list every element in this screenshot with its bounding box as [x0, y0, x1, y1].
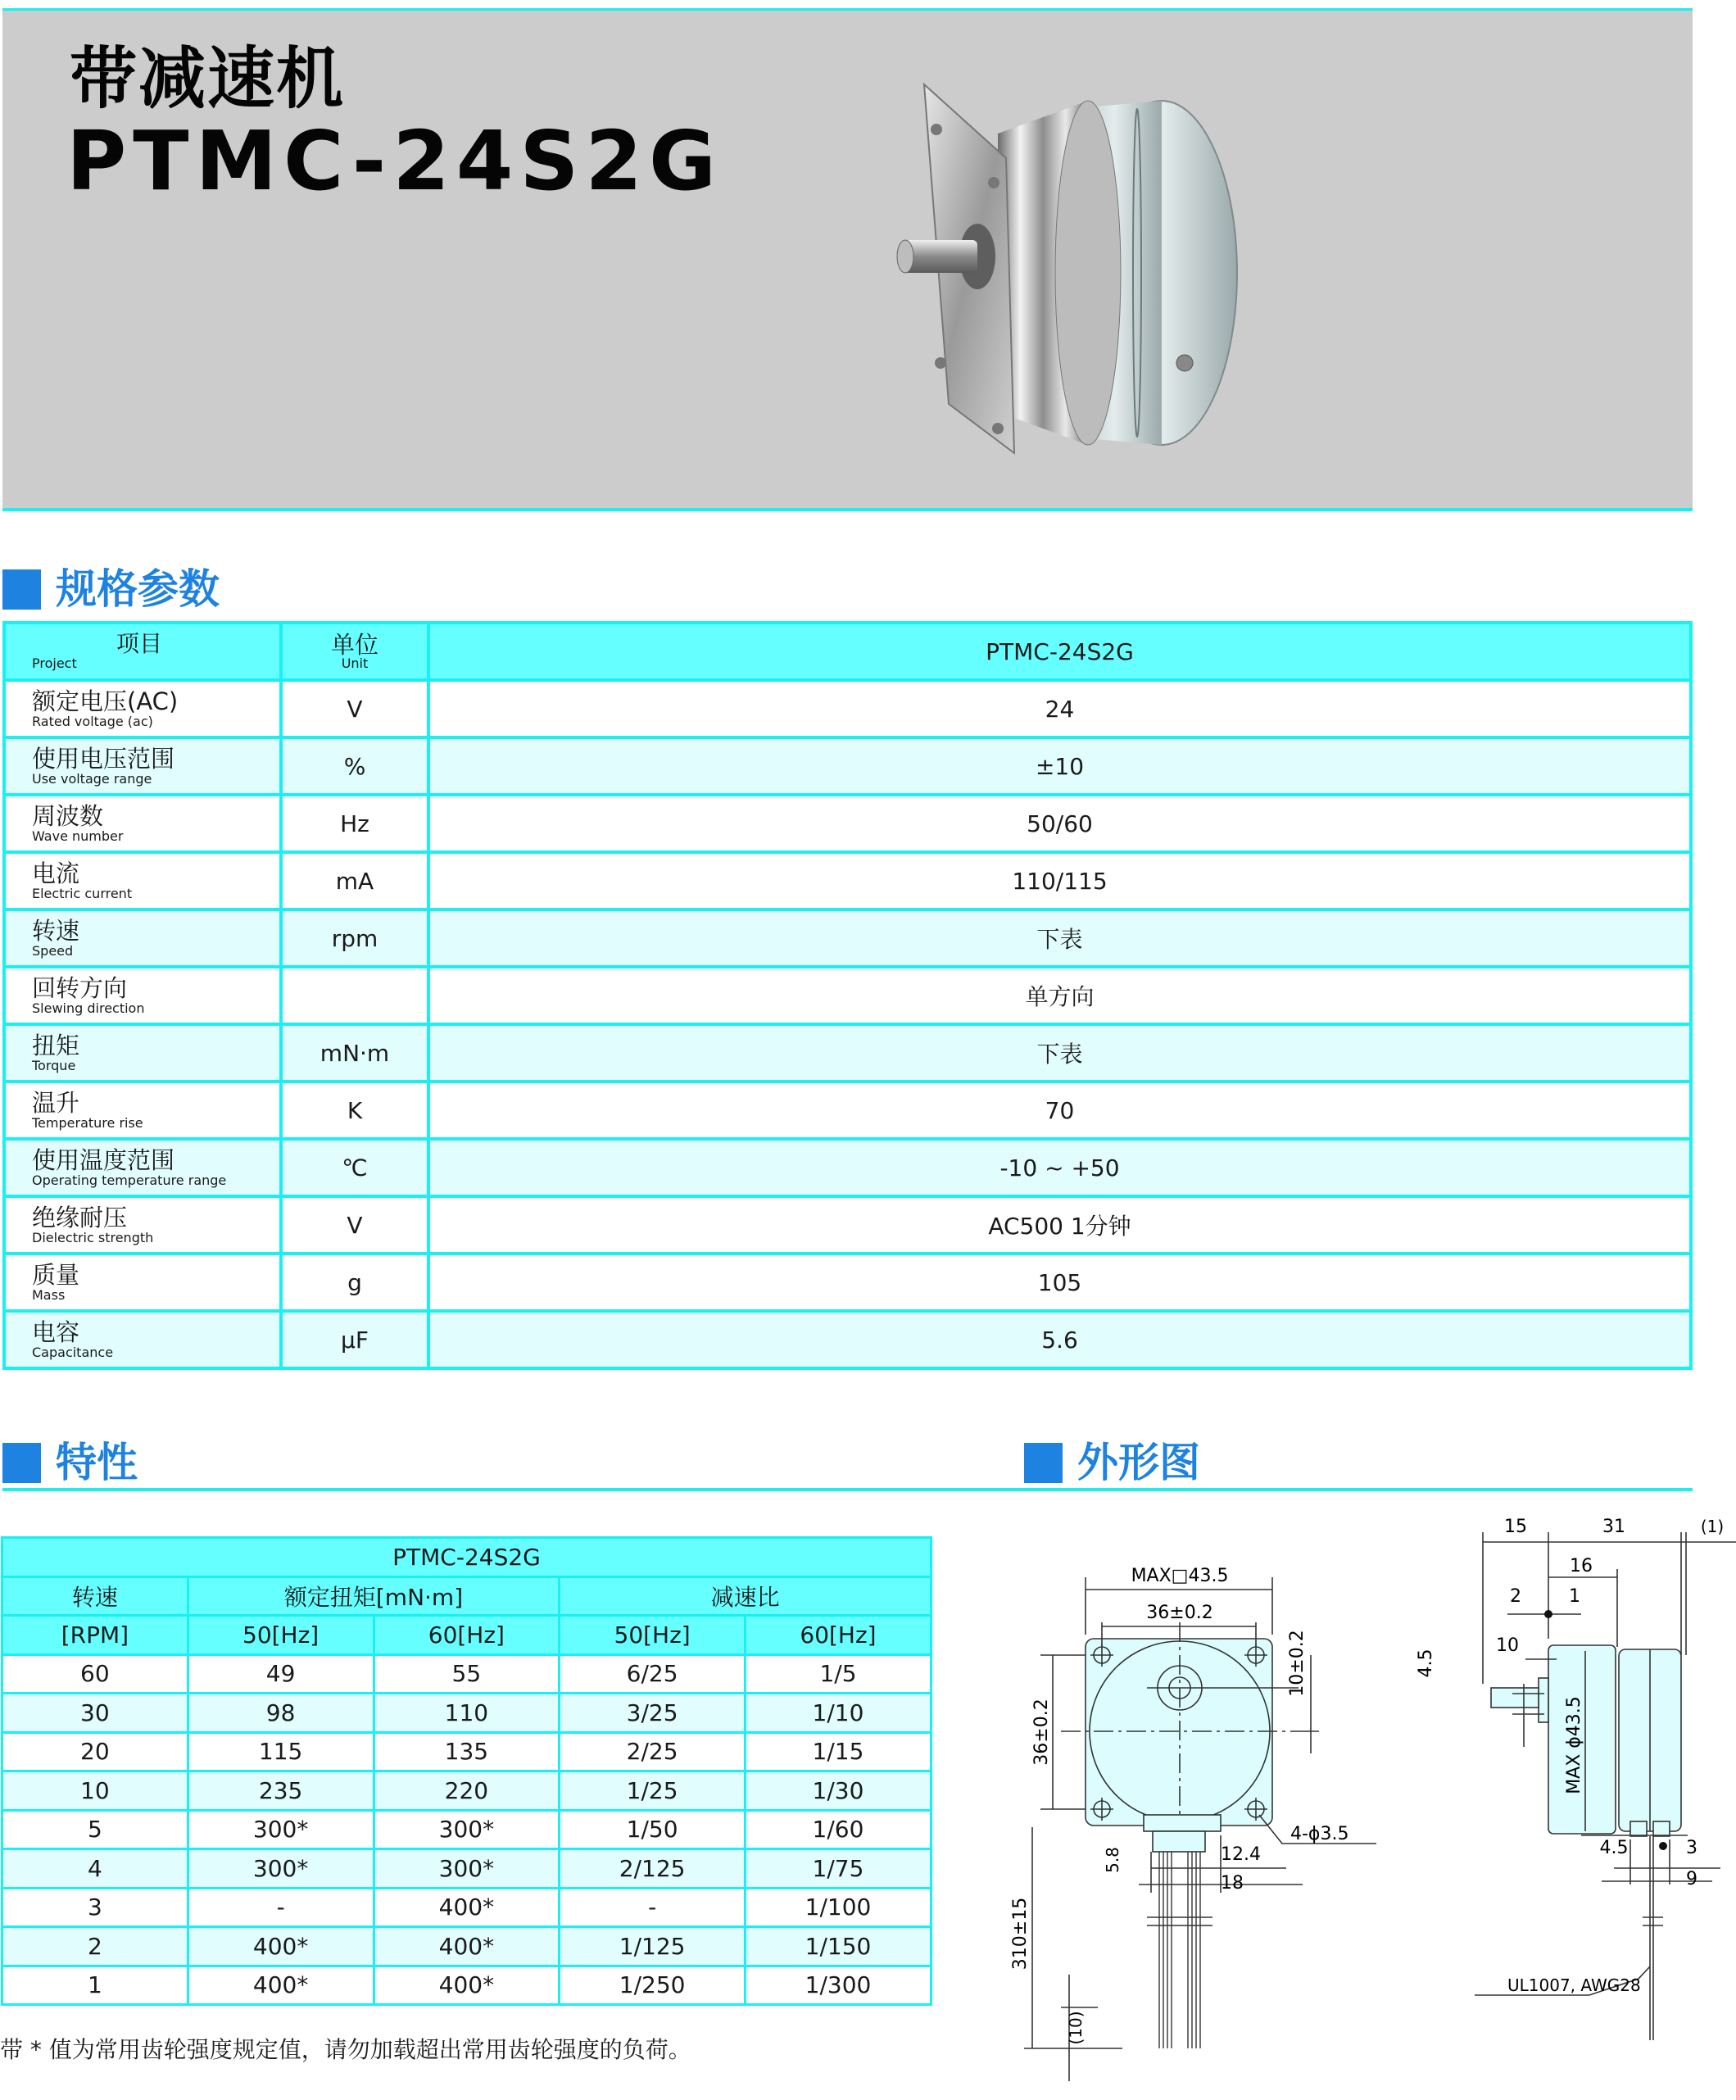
spec-label-en: Torque	[32, 1058, 76, 1073]
char-model-row	[2, 1538, 931, 1577]
spec-label-cn: 回转方向	[32, 974, 128, 1002]
spec-value: AC500 1分钟	[428, 1196, 1691, 1254]
header-unit-en: Unit	[341, 655, 369, 671]
spec-label-en: Rated voltage (ac)	[32, 714, 153, 729]
spec-value: 下表	[428, 1024, 1691, 1082]
header-item-cn: 项目	[116, 630, 162, 657]
subheader-rpm: [RPM]	[2, 1616, 188, 1655]
cell-ratio-60: 1/100	[746, 1888, 931, 1927]
cell-rpm: 30	[2, 1694, 188, 1733]
spec-row	[4, 1254, 1691, 1311]
dim-hole-pitch-h: 36±0.2	[1146, 1603, 1213, 1623]
spec-row	[4, 680, 1691, 737]
spec-unit: rpm	[281, 909, 428, 967]
spec-label-cn: 电容	[32, 1318, 80, 1346]
cell-torque-50: 300*	[188, 1849, 374, 1889]
dim-lead-length: 310±15	[1010, 1897, 1031, 1971]
header-unit-cell	[281, 623, 428, 680]
dim-shaft-offset: 10±0.2	[1287, 1630, 1308, 1697]
char-section-title: 特性	[56, 1439, 138, 1486]
cell-ratio-60: 1/15	[746, 1732, 931, 1771]
cell-ratio-60: 1/5	[746, 1654, 931, 1694]
cell-torque-50: 400*	[188, 1966, 374, 2005]
char-row	[2, 1888, 931, 1927]
spec-row	[4, 1082, 1691, 1139]
spec-value: -10 ~ +50	[428, 1139, 1691, 1196]
dim-term-offset: 4.5	[1599, 1838, 1629, 1858]
cell-torque-60: 220	[374, 1771, 560, 1811]
spec-table-header	[4, 623, 1691, 680]
cell-torque-50: 49	[188, 1654, 374, 1694]
outline-section-header	[1024, 1439, 1200, 1486]
product-category-title: 带减速机	[70, 40, 346, 118]
cell-torque-60: 400*	[374, 1966, 560, 2005]
spec-label-cn: 质量	[32, 1261, 80, 1289]
cell-ratio-60: 1/60	[746, 1810, 931, 1849]
char-row	[2, 1927, 931, 1966]
char-row	[2, 1732, 931, 1771]
dim-term-width: 9	[1686, 1869, 1697, 1889]
dim-terminal-outer: 18	[1221, 1873, 1244, 1894]
dim-hole-pitch-v: 36±0.2	[1031, 1699, 1052, 1766]
spec-label-en: Mass	[32, 1287, 66, 1303]
dim-flange-1: 1	[1569, 1586, 1580, 1607]
cell-rpm: 10	[2, 1771, 188, 1811]
spec-unit: mA	[281, 852, 428, 909]
dim-terminal-inner: 12.4	[1221, 1844, 1261, 1865]
spec-row	[4, 1196, 1691, 1254]
outline-section-title: 外形图	[1077, 1439, 1200, 1486]
spec-value: ±10	[428, 737, 1691, 795]
spec-table	[2, 621, 1693, 1370]
spec-unit: g	[281, 1254, 428, 1311]
spec-value: 70	[428, 1082, 1691, 1139]
cell-ratio-60: 1/75	[746, 1849, 931, 1889]
cell-torque-60: 400*	[374, 1888, 560, 1927]
dim-body-dia: MAX ϕ43.5	[1564, 1696, 1584, 1794]
spec-label-cn: 绝缘耐压	[32, 1204, 128, 1231]
subheader-ratio-50hz: 50[Hz]	[560, 1616, 746, 1655]
cell-ratio-50: 1/125	[560, 1927, 746, 1966]
spec-value: 5.6	[428, 1311, 1691, 1368]
spec-label-cn: 扭矩	[32, 1032, 80, 1059]
spec-label-en: Dielectric strength	[32, 1230, 154, 1245]
char-section-header	[2, 1439, 138, 1486]
cell-torque-50: 400*	[188, 1927, 374, 1966]
spec-section-header	[2, 565, 220, 613]
section-marker-icon	[2, 569, 41, 610]
outline-drawing	[983, 1499, 1736, 2100]
spec-unit: K	[281, 1082, 428, 1139]
side-view-drawing	[1475, 1532, 1736, 2040]
dim-cover: (1)	[1700, 1517, 1725, 1536]
cell-ratio-60: 1/300	[746, 1966, 931, 2005]
spec-label-cn: 转速	[32, 917, 80, 945]
spec-unit: V	[281, 680, 428, 737]
spec-label-en: Capacitance	[32, 1345, 114, 1360]
cell-ratio-50: 1/50	[560, 1810, 746, 1849]
spec-value: 50/60	[428, 795, 1691, 852]
subheader-ratio-60hz: 60[Hz]	[746, 1616, 931, 1655]
cell-rpm: 3	[2, 1888, 188, 1927]
cell-torque-50: 98	[188, 1694, 374, 1733]
spec-label-en: Temperature rise	[32, 1115, 143, 1131]
cell-ratio-60: 1/30	[746, 1771, 931, 1811]
product-model-title: PTMC-24S2G	[66, 113, 723, 209]
cell-torque-60: 400*	[374, 1927, 560, 1966]
char-row	[2, 1810, 931, 1849]
spec-unit: ℃	[281, 1139, 428, 1196]
spec-label-en: Operating temperature range	[32, 1172, 227, 1188]
wire-spec-label: UL1007, AWG28	[1507, 1975, 1641, 1995]
char-group-header-row	[2, 1576, 931, 1616]
cell-rpm: 5	[2, 1810, 188, 1849]
dim-term-gap: 3	[1686, 1838, 1697, 1858]
section-marker-icon	[2, 1443, 41, 1483]
spec-label-en: Slewing direction	[32, 1000, 145, 1016]
header-speed: 转速	[2, 1576, 188, 1616]
cell-rpm: 2	[2, 1927, 188, 1966]
char-row	[2, 1694, 931, 1733]
cell-torque-50: 235	[188, 1771, 374, 1811]
spec-row	[4, 967, 1691, 1024]
cell-ratio-50: 1/25	[560, 1771, 746, 1811]
spec-label-en: Electric current	[32, 886, 133, 901]
dim-shaft-dia: 4.5	[1416, 1649, 1436, 1678]
char-row	[2, 1654, 931, 1694]
cell-ratio-50: -	[560, 1888, 746, 1927]
spec-label-cn: 温升	[32, 1089, 80, 1117]
spec-label-en: Speed	[32, 943, 74, 959]
spec-row	[4, 1311, 1691, 1368]
spec-unit: V	[281, 1196, 428, 1254]
cell-ratio-50: 2/125	[560, 1849, 746, 1889]
cell-rpm: 4	[2, 1849, 188, 1889]
spec-row	[4, 852, 1691, 909]
spec-label-cn: 额定电压(AC)	[32, 687, 179, 715]
spec-section-title: 规格参数	[56, 565, 220, 613]
spec-row	[4, 737, 1691, 795]
spec-label-cn: 使用温度范围	[32, 1146, 175, 1174]
dim-shaft-flat: 10	[1496, 1635, 1519, 1656]
header-model-cell: PTMC-24S2G	[428, 623, 1691, 680]
spec-value: 105	[428, 1254, 1691, 1311]
cell-torque-50: 300*	[188, 1810, 374, 1849]
cell-torque-60: 110	[374, 1694, 560, 1733]
char-row	[2, 1966, 931, 2005]
spec-row	[4, 1024, 1691, 1082]
dim-max-square: MAX□43.5	[1131, 1566, 1229, 1586]
spec-unit: μF	[281, 1311, 428, 1368]
spec-label-cn: 电流	[32, 860, 80, 887]
cell-ratio-50: 2/25	[560, 1732, 746, 1771]
dim-gear-section: 16	[1570, 1556, 1593, 1576]
spec-unit: mN·m	[281, 1024, 428, 1082]
motor-photo	[891, 52, 1301, 494]
spec-row	[4, 909, 1691, 967]
header-unit-cn: 单位	[330, 631, 378, 659]
spec-value: 110/115	[428, 852, 1691, 909]
spec-row	[4, 795, 1691, 852]
cell-torque-60: 300*	[374, 1849, 560, 1889]
cell-ratio-60: 1/150	[746, 1927, 931, 1966]
spec-value: 24	[428, 680, 1691, 737]
cell-ratio-50: 6/25	[560, 1654, 746, 1694]
header-ratio: 减速比	[560, 1576, 931, 1616]
dim-strip-length: (10)	[1066, 2011, 1086, 2045]
dim-body-length: 31	[1602, 1517, 1625, 1537]
cell-torque-50: 115	[188, 1732, 374, 1771]
dim-flange-2: 2	[1510, 1586, 1521, 1607]
header-item-cell	[4, 623, 281, 680]
spec-unit: %	[281, 737, 428, 795]
cell-torque-60: 55	[374, 1654, 560, 1694]
cell-ratio-50: 1/250	[560, 1966, 746, 2005]
char-sub-header-row	[2, 1616, 931, 1655]
cell-rpm: 60	[2, 1654, 188, 1694]
spec-unit	[281, 967, 428, 1024]
header-torque: 额定扭矩[mN·m]	[188, 1576, 560, 1616]
gear-strength-footnote: 带 * 值为常用齿轮强度规定值，请勿加载超出常用齿轮强度的负荷。	[0, 2036, 691, 2063]
cell-rpm: 1	[2, 1966, 188, 2005]
spec-label-en: Use voltage range	[32, 771, 152, 787]
spec-label-en: Wave number	[32, 828, 124, 844]
dim-terminal-height: 5.8	[1103, 1847, 1122, 1873]
char-row	[2, 1849, 931, 1889]
char-row	[2, 1771, 931, 1811]
spec-label-cn: 使用电压范围	[32, 745, 175, 773]
subheader-torque-50hz: 50[Hz]	[188, 1616, 374, 1655]
cell-torque-60: 135	[374, 1732, 560, 1771]
spec-unit: Hz	[281, 795, 428, 852]
dim-shaft-length: 15	[1504, 1517, 1527, 1537]
section-divider	[2, 1488, 1693, 1491]
subheader-torque-60hz: 60[Hz]	[374, 1616, 560, 1655]
cell-torque-50: -	[188, 1888, 374, 1927]
spec-value: 下表	[428, 909, 1691, 967]
cell-torque-60: 300*	[374, 1810, 560, 1849]
header-item-en: Project	[32, 655, 77, 671]
characteristics-table	[1, 1536, 932, 2006]
cell-rpm: 20	[2, 1732, 188, 1771]
spec-row	[4, 1139, 1691, 1196]
hero-banner	[2, 8, 1693, 511]
section-marker-icon	[1024, 1443, 1063, 1483]
dim-holes: 4-ϕ3.5	[1290, 1824, 1349, 1844]
spec-label-cn: 周波数	[32, 802, 104, 830]
spec-value: 单方向	[428, 967, 1691, 1024]
cell-ratio-50: 3/25	[560, 1694, 746, 1733]
char-model-cell: PTMC-24S2G	[2, 1538, 931, 1577]
cell-ratio-60: 1/10	[746, 1694, 931, 1733]
